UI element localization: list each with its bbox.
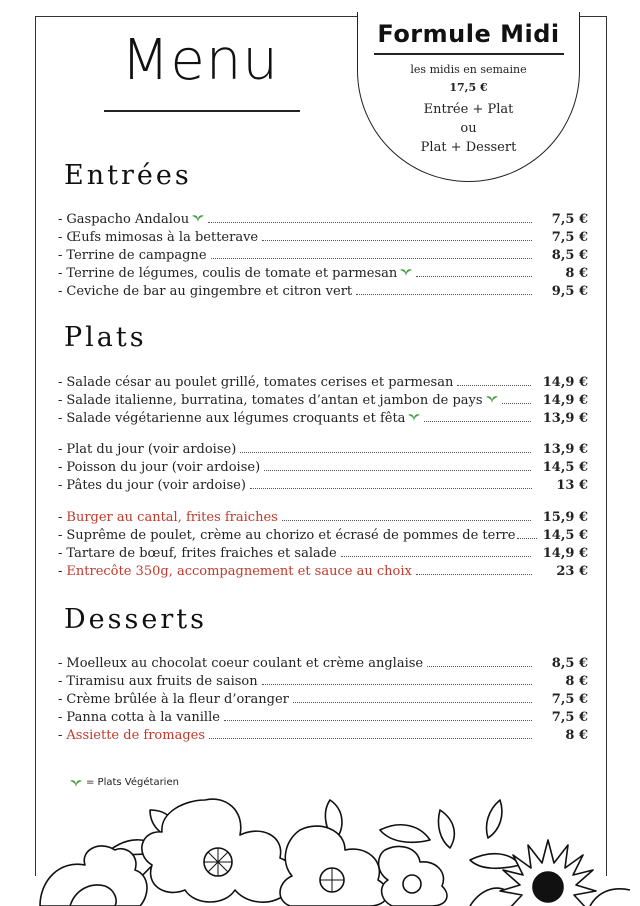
leader-dots xyxy=(424,412,530,422)
menu-item-supreme-poulet xyxy=(58,527,588,545)
leader-dots xyxy=(457,376,530,386)
bullet-dash: - xyxy=(58,375,63,390)
item-price: 14,9 € xyxy=(542,393,588,408)
vegetarian-leaf-icon xyxy=(192,213,204,223)
item-price: 14,9 € xyxy=(542,546,588,561)
plats-list-du-jour xyxy=(58,441,588,495)
bullet-dash: - xyxy=(58,266,63,281)
menu-item-tiramisu xyxy=(58,673,588,691)
menu-item-plat-du-jour xyxy=(58,441,588,459)
bullet-dash: - xyxy=(58,656,63,671)
formule-option-2: Plat + Dessert xyxy=(420,139,517,155)
item-name: Tartare de bœuf, frites fraiches et salade xyxy=(66,546,337,561)
item-name: Panna cotta à la vanille xyxy=(66,710,220,725)
menu-item-assiette-fromages xyxy=(58,727,588,745)
formule-subtitle: les midis en semaine xyxy=(410,62,527,76)
item-price: 7,5 € xyxy=(551,710,588,725)
item-price: 8,5 € xyxy=(551,656,588,671)
leader-dots xyxy=(427,657,532,667)
legend-text: = Plats Végétarien xyxy=(86,777,179,788)
item-price: 13 € xyxy=(556,478,588,493)
item-name: Assiette de fromages xyxy=(66,728,206,743)
item-price: 14,5 € xyxy=(542,528,588,543)
section-title-plats: Plats xyxy=(64,322,147,353)
menu-item-panna-cotta xyxy=(58,709,588,727)
leader-dots xyxy=(240,443,530,453)
leader-dots xyxy=(208,213,532,223)
item-name: Entrecôte 350g, accompagnement et sauce au choix xyxy=(66,564,412,579)
bullet-dash: - xyxy=(58,510,63,525)
bullet-dash: - xyxy=(58,728,63,743)
menu-item-oeufs-mimosas xyxy=(58,229,588,247)
leader-dots xyxy=(341,547,531,557)
formule-option-or: ou xyxy=(460,120,477,136)
item-name: Œufs mimosas à la betterave xyxy=(66,230,259,245)
menu-item-pates-du-jour xyxy=(58,477,588,495)
item-name: Ceviche de bar au gingembre et citron vert xyxy=(66,284,353,299)
leader-dots xyxy=(356,285,532,295)
leader-dots xyxy=(262,675,532,685)
leader-dots xyxy=(264,461,531,471)
item-price: 8,5 € xyxy=(551,248,588,263)
menu-item-moelleux xyxy=(58,655,588,673)
vegetarian-legend xyxy=(67,777,179,788)
bullet-dash: - xyxy=(58,212,63,227)
vegetarian-leaf-icon xyxy=(408,412,420,422)
item-name: Burger au cantal, frites fraiches xyxy=(66,510,278,525)
plats-list-salades xyxy=(58,374,588,428)
menu-item-burger xyxy=(58,509,588,527)
formule-divider xyxy=(374,53,564,55)
menu-item-entrecote xyxy=(58,563,588,581)
item-name: Salade italienne, burratina, tomates d’antan et jambon de pays xyxy=(66,393,483,408)
item-name: Terrine de légumes, coulis de tomate et parmesan xyxy=(66,266,398,281)
bullet-dash: - xyxy=(58,442,63,457)
menu-item-gaspacho xyxy=(58,211,588,229)
item-price: 7,5 € xyxy=(551,692,588,707)
vegetarian-leaf-icon xyxy=(70,778,82,788)
leader-dots xyxy=(262,231,532,241)
item-name: Crème brûlée à la fleur d’oranger xyxy=(66,692,289,707)
formule-title: Formule Midi xyxy=(377,20,560,48)
item-price: 13,9 € xyxy=(542,442,588,457)
leader-dots xyxy=(250,479,532,489)
menu-item-creme-brulee xyxy=(58,691,588,709)
item-price: 13,9 € xyxy=(542,411,588,426)
menu-item-salade-cesar xyxy=(58,374,588,392)
item-price: 8 € xyxy=(565,728,588,743)
leader-dots xyxy=(211,249,532,259)
item-name: Moelleux au chocolat coeur coulant et crème anglaise xyxy=(66,656,424,671)
item-price: 14,9 € xyxy=(542,375,588,390)
section-title-desserts: Desserts xyxy=(64,604,207,635)
item-name: Suprême de poulet, crème au chorizo et écrasé de pommes de terre xyxy=(66,528,516,543)
item-price: 8 € xyxy=(565,266,588,281)
section-title-entrees: Entrées xyxy=(64,160,192,191)
item-price: 23 € xyxy=(556,564,588,579)
bullet-dash: - xyxy=(58,528,63,543)
menu-item-poisson-du-jour xyxy=(58,459,588,477)
item-name: Poisson du jour (voir ardoise) xyxy=(66,460,261,475)
bullet-dash: - xyxy=(58,393,63,408)
bullet-dash: - xyxy=(58,230,63,245)
entrees-list xyxy=(58,211,588,301)
menu-item-terrine-campagne xyxy=(58,247,588,265)
item-name: Salade végétarienne aux légumes croquants et fêta xyxy=(66,411,406,426)
bullet-dash: - xyxy=(58,460,63,475)
item-price: 9,5 € xyxy=(551,284,588,299)
leader-dots xyxy=(416,267,532,277)
vegetarian-leaf-icon xyxy=(486,394,498,404)
leader-dots xyxy=(224,711,532,721)
bullet-dash: - xyxy=(58,710,63,725)
item-name: Plat du jour (voir ardoise) xyxy=(66,442,237,457)
bullet-dash: - xyxy=(58,546,63,561)
formule-price: 17,5 € xyxy=(449,80,488,94)
bullet-dash: - xyxy=(58,692,63,707)
leader-dots xyxy=(517,529,536,539)
item-name: Tiramisu aux fruits de saison xyxy=(66,674,258,689)
menu-item-salade-vegetarienne xyxy=(58,410,588,428)
bullet-dash: - xyxy=(58,478,63,493)
formule-option-1: Entrée + Plat xyxy=(423,101,514,117)
item-price: 14,5 € xyxy=(542,460,588,475)
item-price: 7,5 € xyxy=(551,212,588,227)
item-name: Gaspacho Andalou xyxy=(66,212,190,227)
item-name: Pâtes du jour (voir ardoise) xyxy=(66,478,246,493)
item-price: 8 € xyxy=(565,674,588,689)
bullet-dash: - xyxy=(58,248,63,263)
menu-item-salade-italienne xyxy=(58,392,588,410)
item-name: Terrine de campagne xyxy=(66,248,207,263)
bullet-dash: - xyxy=(58,284,63,299)
item-name: Salade césar au poulet grillé, tomates cerises et parmesan xyxy=(66,375,454,390)
menu-item-terrine-legumes xyxy=(58,265,588,283)
bullet-dash: - xyxy=(58,674,63,689)
flower-illustration xyxy=(0,790,640,906)
menu-title: Menu xyxy=(121,28,279,93)
bullet-dash: - xyxy=(58,564,63,579)
menu-item-ceviche xyxy=(58,283,588,301)
plats-list-viandes xyxy=(58,509,588,581)
desserts-list xyxy=(58,655,588,745)
leader-dots xyxy=(502,394,531,404)
leader-dots xyxy=(416,565,532,575)
title-underline xyxy=(104,110,300,112)
leader-dots xyxy=(293,693,532,703)
bullet-dash: - xyxy=(58,411,63,426)
vegetarian-leaf-icon xyxy=(400,267,412,277)
menu-item-tartare xyxy=(58,545,588,563)
item-price: 15,9 € xyxy=(542,510,588,525)
leader-dots xyxy=(209,729,532,739)
leader-dots xyxy=(282,511,531,521)
item-price: 7,5 € xyxy=(551,230,588,245)
